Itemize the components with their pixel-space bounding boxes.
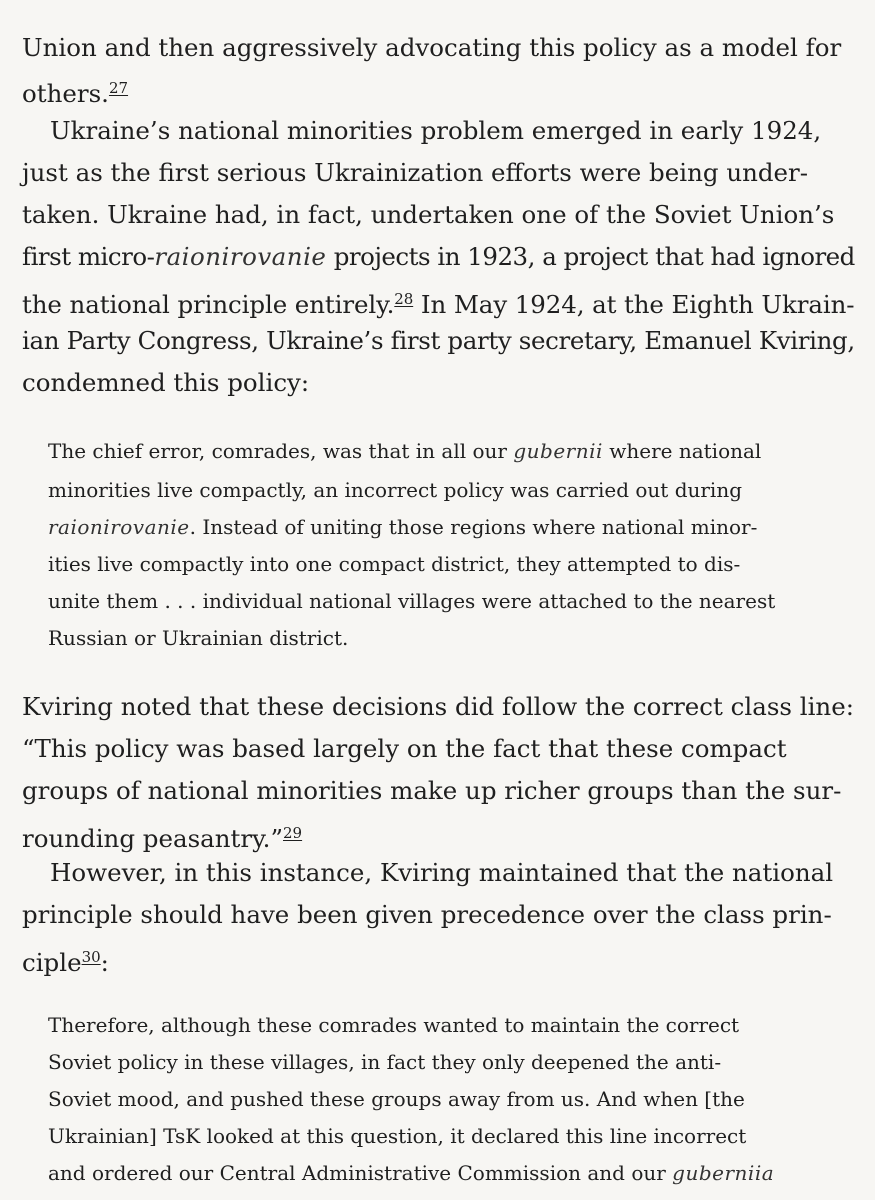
quote-line: raionirovanie. Instead of uniting those regions where national minor-	[48, 515, 758, 539]
text-line: just as the first serious Ukrainization efforts were being under-	[22, 158, 809, 187]
text-line: first micro-raionirovanie projects in 1923, a project that had ignored	[22, 242, 855, 271]
quote-line: minorities live compactly, an incorrect policy was carried out during	[48, 478, 743, 502]
quote-line: Soviet policy in these villages, in fact they only deepened the anti-	[48, 1050, 722, 1074]
quote-line: The chief error, comrades, was that in all our gubernii where national	[48, 439, 762, 463]
quote-line: Soviet mood, and pushed these groups away from us. And when [the	[48, 1087, 745, 1111]
text-line: “This policy was based largely on the fact that these compact	[22, 734, 787, 763]
text-line: groups of national minorities make up richer groups than the sur-	[22, 776, 842, 805]
text-line: rounding peasantry.”$^{29}$	[22, 824, 303, 853]
text-line: principle should have been given precedence over the class prin-	[22, 900, 832, 929]
italic-term: gubernii	[513, 439, 603, 463]
footnote-link-28[interactable]: 28	[394, 290, 414, 308]
quote-line: Therefore, although these comrades wanted to maintain the correct	[48, 1013, 740, 1037]
quote-line: Russian or Ukrainian district.	[48, 626, 349, 650]
footnote-link-29[interactable]: 29	[283, 824, 303, 842]
text-line: others.$^{27}$	[22, 79, 129, 108]
italic-term: raionirovanie	[154, 242, 327, 271]
quote-line: and ordered our Central Administrative Commission and our guberniia	[48, 1161, 775, 1185]
text-line: Ukraine’s national minorities problem emerged in early 1924,	[50, 116, 822, 145]
text-line: taken. Ukraine had, in fact, undertaken one of the Soviet Union’s	[22, 200, 835, 229]
italic-term: guberniia	[672, 1161, 775, 1185]
quote-line: ities live compactly into one compact district, they attempted to dis-	[48, 552, 741, 576]
text-line: the national principle entirely.$^{28}$ In May 1924, at the Eighth Ukrain-	[22, 290, 855, 319]
text-line: ciple$^{30}$:	[22, 948, 109, 977]
text-line: Kviring noted that these decisions did follow the correct class line:	[22, 692, 854, 721]
footnote-link-30[interactable]: 30	[81, 948, 101, 966]
text-line: condemned this policy:	[22, 368, 310, 397]
text-line: However, in this instance, Kviring maintained that the national	[50, 858, 834, 887]
text-line: Union and then aggressively advocating this policy as a model for	[22, 33, 842, 62]
quote-line: Ukrainian] TsK looked at this question, it declared this line incorrect	[48, 1124, 747, 1148]
quote-line: unite them . . . individual national villages were attached to the nearest	[48, 589, 776, 613]
text-line: ian Party Congress, Ukraine’s first party secretary, Emanuel Kviring,	[22, 326, 855, 355]
footnote-link-27[interactable]: 27	[108, 79, 129, 97]
italic-term: raionirovanie	[48, 515, 190, 539]
